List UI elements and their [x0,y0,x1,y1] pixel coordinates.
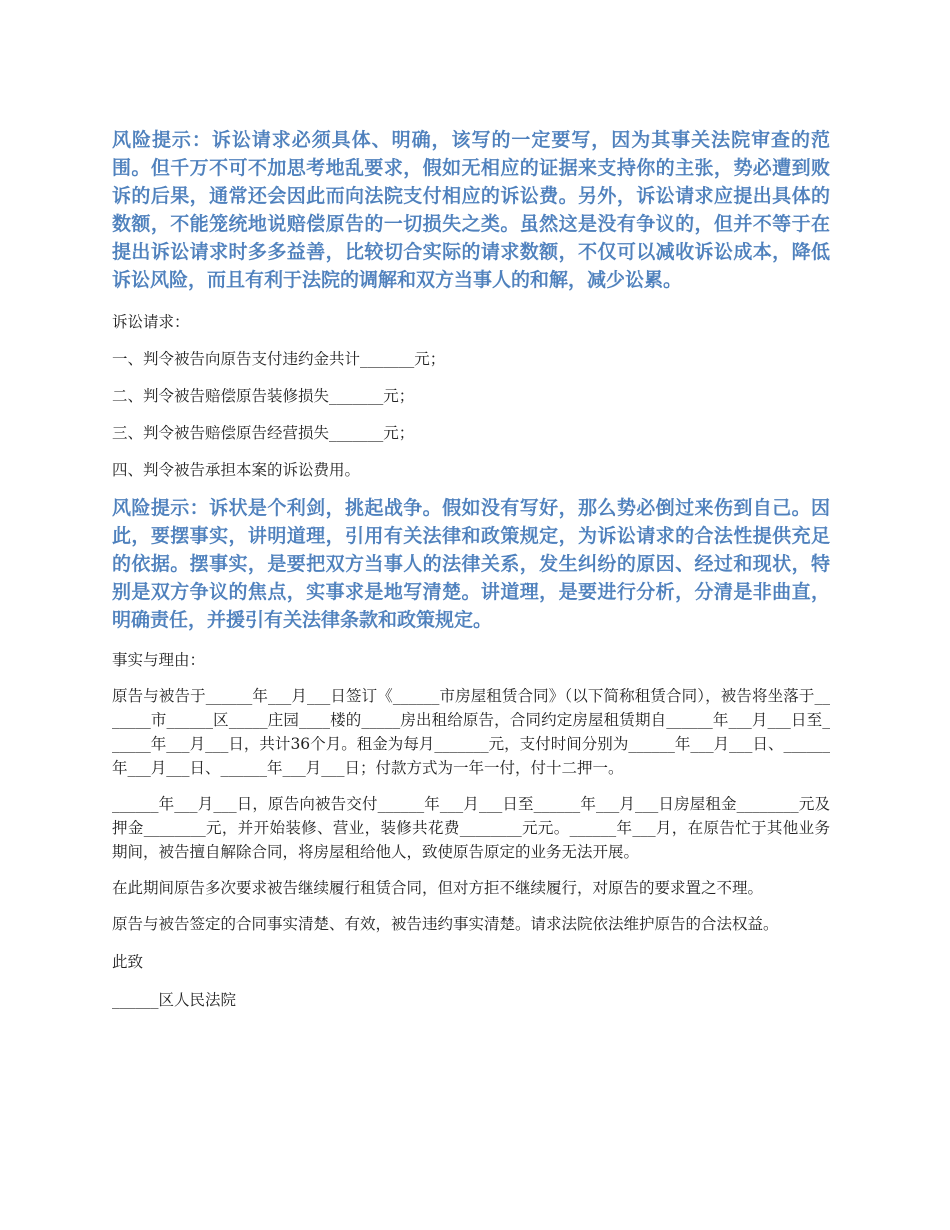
claim-item-1: 一、判令被告向原告支付违约金共计_______元； [112,350,446,368]
court-name: ______区人民法院 [112,991,237,1009]
claim-item-3: 三、判令被告赔偿原告经营损失_______元； [112,424,415,442]
facts-heading: 事实与理由： [112,651,206,669]
risk-tip-1: 风险提示：诉讼请求必须具体、明确，该写的一定要写，因为其事关法院审查的范围。但千万不可不加思考地乱要求，假如无相应的证据来支持你的主张，势必遭到败诉的后果，通常还会因此而向法院支付相应的诉讼费。另外，诉讼请求应提出具体的数额，不能笼统地说赔偿原告的一切损失之类。虽然这是没有争议的，但并不等于在提出诉讼请求时多多益善，比较切合实际的请求数额，不仅可以减收诉讼成本，降低诉讼风险，而且有利于法院的调解和双方当事人的和解，减少讼累。 [112,129,830,291]
claims-heading: 诉讼请求： [112,313,190,331]
facts-paragraph-3: 在此期间原告多次要求被告继续履行租赁合同，但对方拒不继续履行，对原告的要求置之不理。 [112,879,764,897]
facts-paragraph-4: 原告与被告签定的合同事实清楚、有效，被告违约事实清楚。请求法院依法维护原告的合法权益。 [112,915,779,933]
risk-tip-2: 风险提示：诉状是个利剑，挑起战争。假如没有写好，那么势必倒过来伤到自己。因此，要摆事实，讲明道理，引用有关法律和政策规定，为诉讼请求的合法性提供充足的依据。摆事实，是要把双方当事人的法律关系，发生纠纷的原因、经过和现状，特别是双方争议的焦点，实事求是地写清楚。讲道理，是要进行分析，分清是非曲直，明确责任，并援引有关法律条款和政策规定。 [112,497,830,631]
document-page [112,126,830,1012]
claim-item-4: 四、判令被告承担本案的诉讼费用。 [112,461,361,479]
closing-salutation: 此致 [112,953,144,971]
facts-paragraph-2: ______年___月___日，原告向被告交付______年___月___日至______年___月___日房屋租金________元及押金________元，并开始装修、营业，装修共花费________元元。______年___月，在原告忙于其他业务期间，被告擅自解除合同，将房屋租给他人，致使原告原定的业务无法开展。 [112,795,830,861]
claim-item-2: 二、判令被告赔偿原告装修损失_______元； [112,387,415,405]
facts-paragraph-1: 原告与被告于______年___月___日签订《______市房屋租赁合同》（以下简称租赁合同），被告将坐落于_______市______区_____庄园____楼的_____房出租给原告，合同约定房屋租赁期自______年___月___日至______年___月___日，共计36个月。租金为每月_______元，支付时间分别为______年___月___日、______年___月___日、______年___月___日；付款方式为一年一付，付十二押一。 [112,687,830,777]
